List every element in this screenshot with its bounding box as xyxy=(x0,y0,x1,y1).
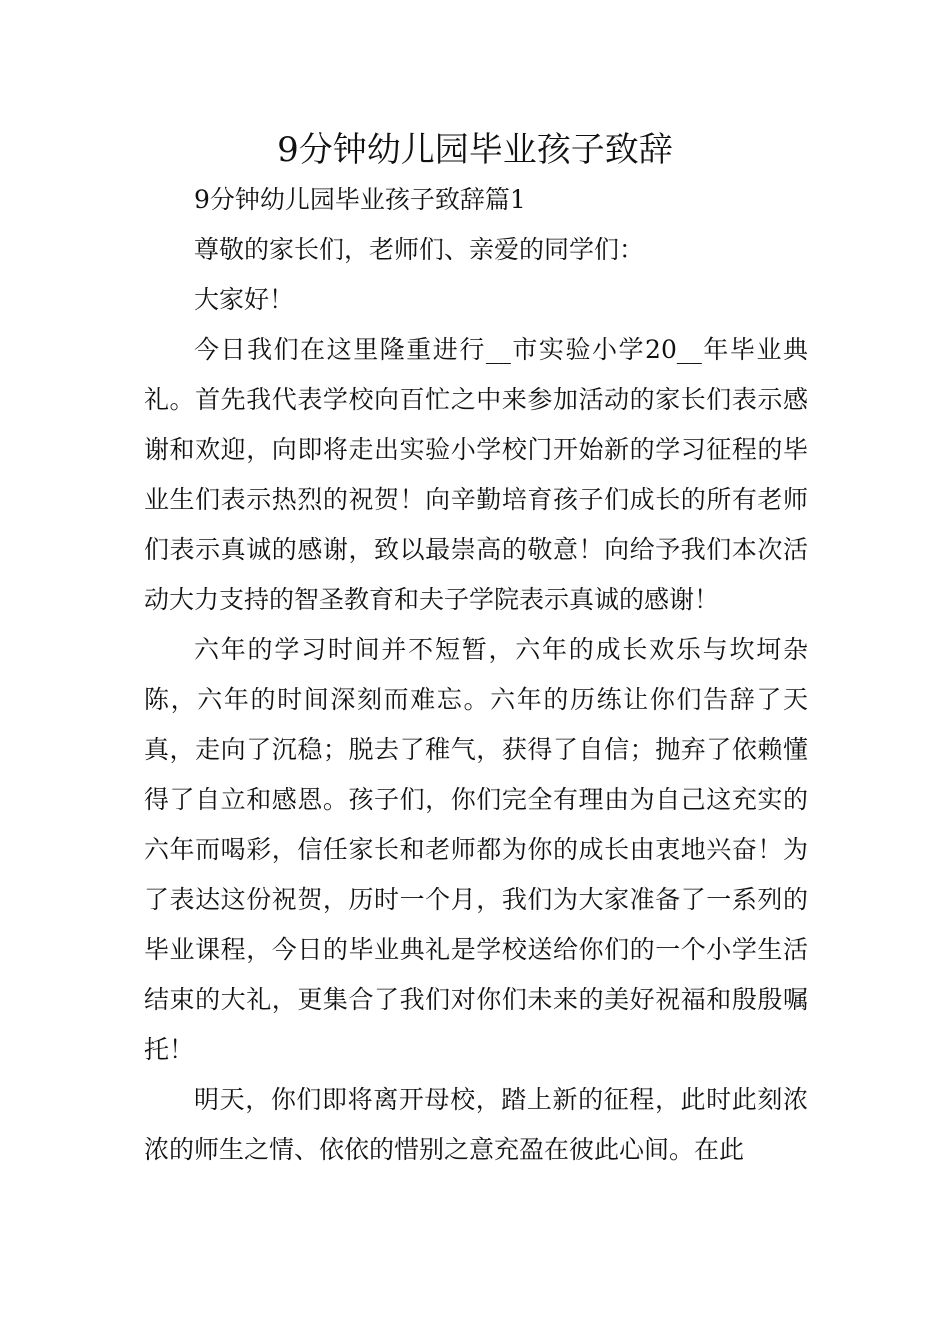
greeting: 大家好！ xyxy=(194,285,295,314)
document-body xyxy=(144,175,808,1175)
section-heading: 9分钟幼儿园毕业孩子致辞篇1 xyxy=(194,185,526,214)
paragraph: 今日我们在这里隆重进行__市实验小学20__年毕业典礼。首先我代表学校向百忙之中来参加活动的家长们表示感谢和欢迎，向即将走出实验小学校门开始新的学习征程的毕业生们表示热烈的祝贺！向辛勤培育孩子们成长的所有老师们表示真诚的感谢，致以最崇高的敬意！向给予我们本次活动大力支持的智圣教育和夫子学院表示真诚的感谢！ xyxy=(144,335,808,614)
document-title: 9分钟幼儿园毕业孩子致辞 xyxy=(277,130,673,170)
paragraph: 明天，你们即将离开母校，踏上新的征程，此时此刻浓浓的师生之情、依依的惜别之意充盈在彼此心间。在此 xyxy=(144,1085,808,1164)
paragraph: 六年的学习时间并不短暂，六年的成长欢乐与坎坷杂陈，六年的时间深刻而难忘。六年的历练让你们告辞了天真，走向了沉稳；脱去了稚气，获得了自信；抛弃了依赖懂得了自立和感恩。孩子们，你们完全有理由为自己这充实的六年而喝彩，信任家长和老师都为你的成长由衷地兴奋！为了表达这份祝贺，历时一个月，我们为大家准备了一系列的毕业课程，今日的毕业典礼是学校送给你们的一个小学生活结束的大礼，更集合了我们对你们未来的美好祝福和殷殷嘱托！ xyxy=(144,635,808,1064)
salutation: 尊敬的家长们，老师们、亲爱的同学们： xyxy=(194,235,645,264)
